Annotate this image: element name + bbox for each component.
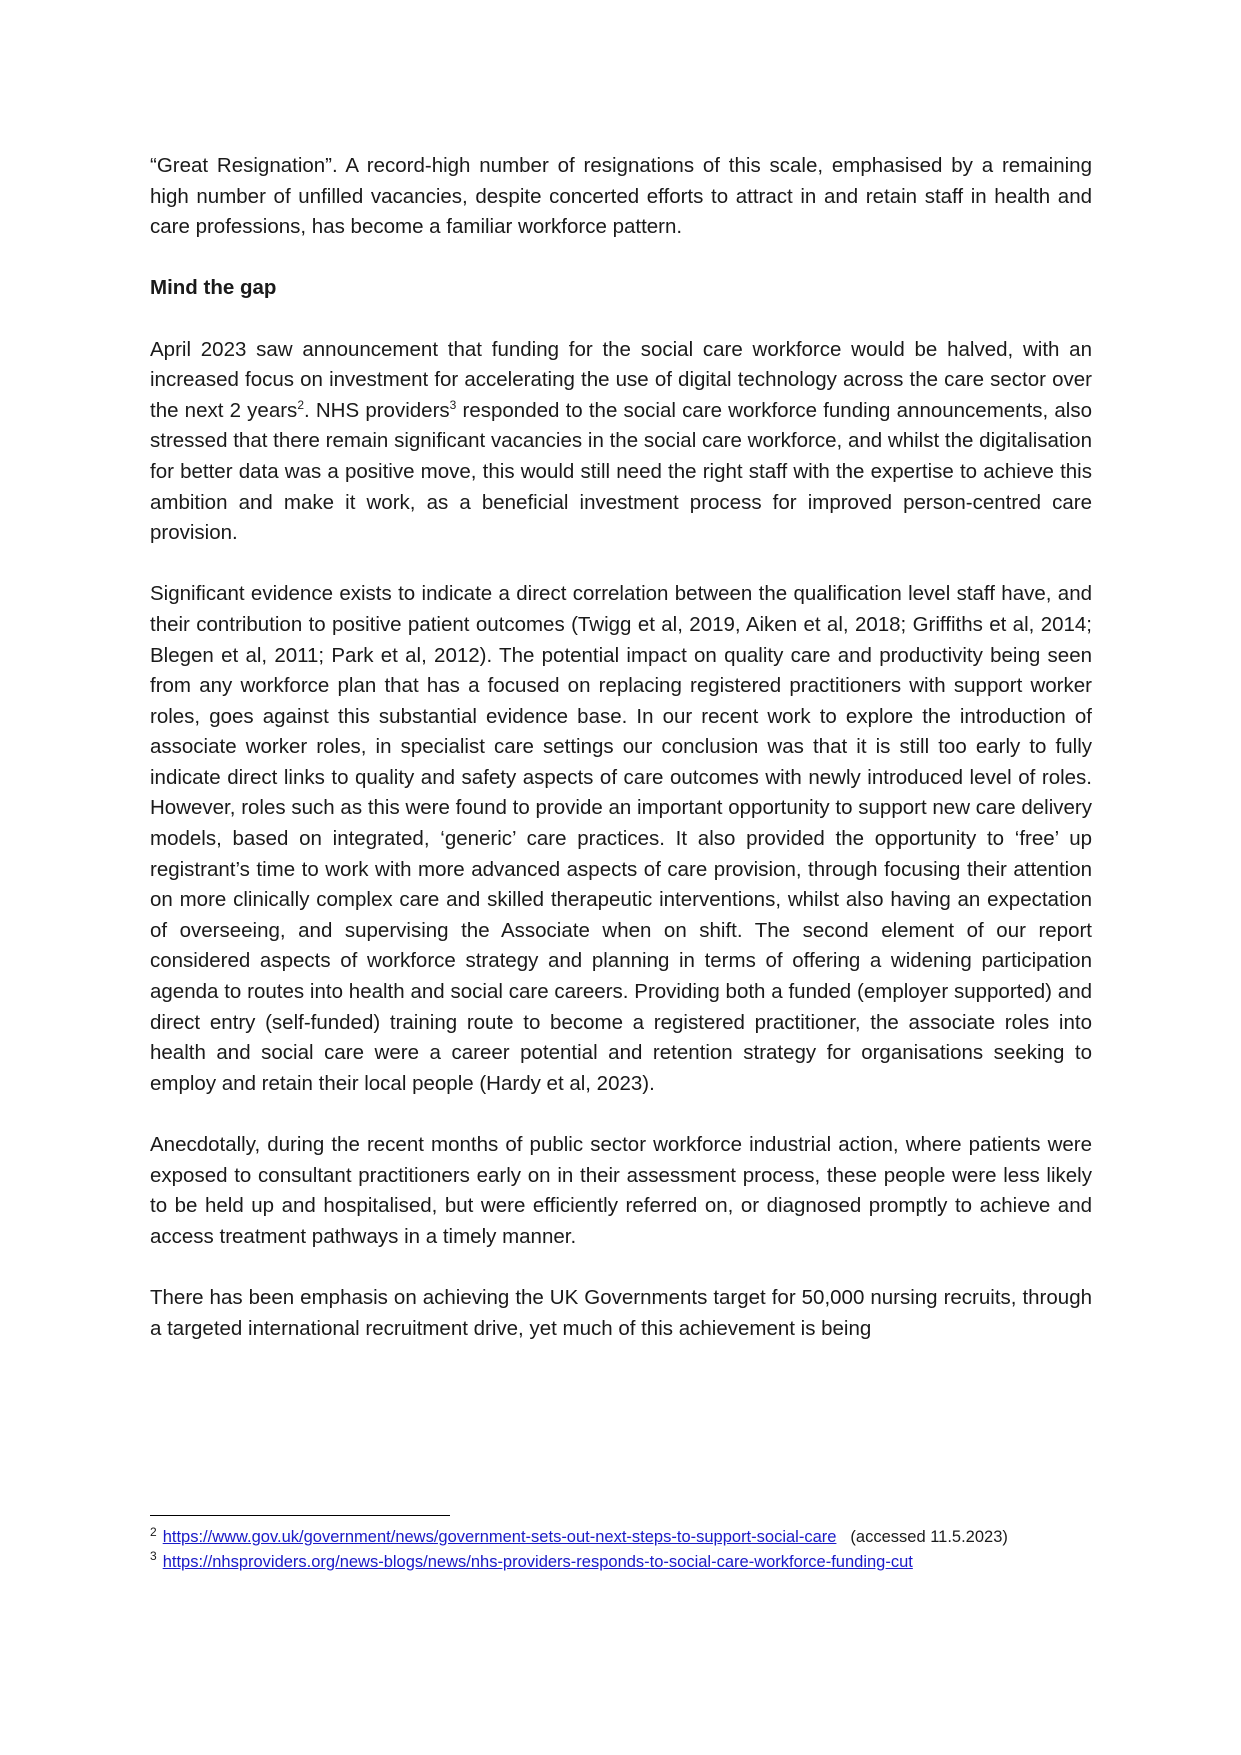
footnote-link[interactable]: https://www.gov.uk/government/news/government-sets-out-next-steps-to-support-social-care (162, 1528, 837, 1546)
paragraph-funding-part-1: April 2023 saw announcement that funding for the social care workforce would be halved, with an increased focus on investment for accelerating the use of digital technology across the care sector over the next 2 years (150, 337, 1092, 422)
footnotes (150, 1525, 1092, 1574)
footnote-accessed: (accessed 11.5.2023) (850, 1528, 1008, 1546)
footnote-link[interactable]: https://nhsproviders.org/news-blogs/news/nhs-providers-responds-to-social-care-workforce-funding-cut (162, 1552, 913, 1571)
paragraph-industrial-action: Anecdotally, during the recent months of public sector workforce industrial action, where patients were exposed to consultant practitioners early on in their assessment process, these people were less likely to be held up and hospitalised, but were efficiently referred on, or diagnosed promptly to achieve and access treatment pathways in a timely manner. (150, 1133, 1092, 1248)
paragraph-funding-part-3: responded to the social care workforce funding announcements, also stressed that there remain significant vacancies in the social care workforce, and whilst the digitalisation for better data was a positive move, this would still need the right staff with the expertise to achieve this ambition and make it work, as a beneficial investment process for improved person-centred care provision. (150, 398, 1092, 545)
footnote-3 (150, 1550, 1092, 1575)
footnote-number: 3 (150, 1549, 157, 1563)
footnote-number: 2 (150, 1524, 157, 1539)
section-heading: Mind the gap (150, 276, 277, 300)
paragraph-evidence: Significant evidence exists to indicate a direct correlation between the qualification level staff have, and their contribution to positive patient outcomes (Twigg et al, 2019, Aiken et al, 2018; Griffiths et al, 2014; Blegen et al, 2011; Park et al, 2012). The potential impact on quality care and productivity being seen from any workforce plan that has a focused on replacing registered practitioners with support worker roles, goes against this substantial evidence base. In our recent work to explore the introduction of associate worker roles, in specialist care settings our conclusion was that it is still too early to fully indicate direct links to quality and safety aspects of care outcomes with newly introduced level of roles. However, roles such as this were found to provide an important opportunity to support new care delivery models, based on integrated, ‘generic’ care practices. It also provided the opportunity to ‘free’ up registrant’s time to work with more advanced aspects of care provision, through focusing their attention on more clinically complex care and skilled therapeutic interventions, whilst also having an expectation of overseeing, and supervising the Associate when on shift. The second element of our report considered aspects of workforce strategy and planning in terms of offering a widening participation agenda to routes into health and social care careers. Providing both a funded (employer supported) and direct entry (self-funded) training route to become a registered practitioner, the associate roles into health and social care were a career potential and retention strategy for organisations seeking to employ and retain their local people (Hardy et al, 2023). (150, 582, 1092, 1095)
footnote-ref-3[interactable]: 3 (449, 397, 457, 412)
footnote-2 (150, 1525, 1092, 1550)
paragraph-great-resignation: “Great Resignation”. A record-high number of resignations of this scale, emphasised by a remaining high number of unfilled vacancies, despite concerted efforts to attract in and retain staff in health and care professions, has become a familiar workforce pattern. (150, 154, 1092, 239)
footnote-divider (150, 1515, 450, 1516)
paragraph-funding-part-2: . NHS providers (304, 398, 450, 422)
paragraph-recruitment: There has been emphasis on achieving the UK Governments target for 50,000 nursing recruits, through a targeted international recruitment drive, yet much of this achievement is being (150, 1285, 1092, 1340)
paragraph-funding (150, 335, 1092, 549)
body-text (150, 151, 1092, 1344)
footnote-ref-2[interactable]: 2 (297, 397, 304, 412)
